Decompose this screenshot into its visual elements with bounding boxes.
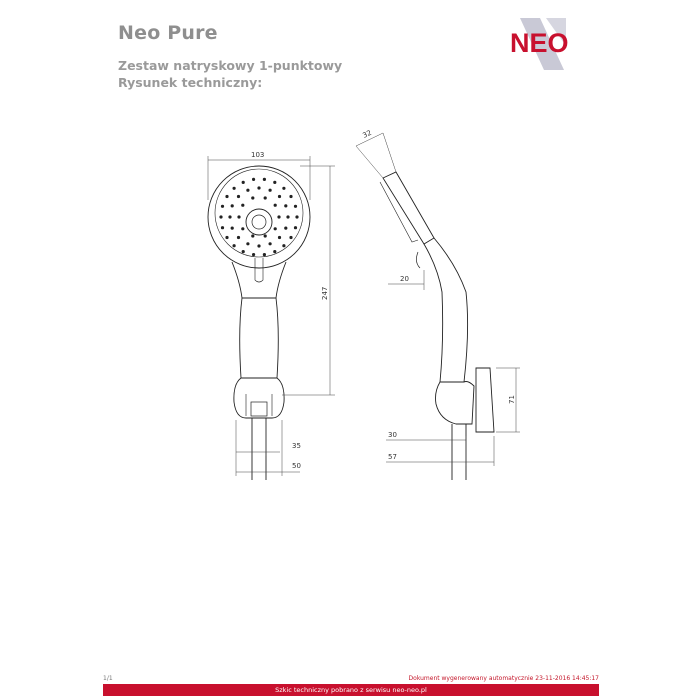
nozzle-dot [252, 178, 255, 181]
switch-side [416, 252, 420, 268]
nozzle-dot [264, 234, 267, 237]
subtitle-product: Zestaw natryskowy 1-punktowy [118, 58, 343, 73]
nozzle-dot [264, 196, 267, 199]
nozzle-dot [237, 215, 240, 218]
nozzle-dot [294, 205, 297, 208]
nozzle-dot [294, 226, 297, 229]
nozzle-dot [273, 250, 276, 253]
nozzle-dot [286, 215, 289, 218]
nozzle-dot [278, 195, 281, 198]
nozzle-dot [246, 242, 249, 245]
nozzle-dot [241, 204, 244, 207]
center-spray-ring [246, 209, 272, 235]
neck-outline [232, 262, 286, 298]
nozzle-dot [251, 234, 254, 237]
wall-holder-front [234, 378, 284, 418]
nozzle-dot [274, 227, 277, 230]
holder-clip [251, 402, 267, 416]
nozzle-dot [219, 215, 222, 218]
nozzle-dot [263, 253, 266, 256]
dim-label-holder-depth: 30 [388, 431, 397, 439]
hose-front [252, 418, 266, 480]
dim-label-bracket-outer: 50 [292, 462, 301, 470]
nozzle-dot [251, 196, 254, 199]
dim-line-depth [356, 133, 396, 178]
dim-line-holder-width [236, 420, 300, 476]
mode-switch [255, 258, 263, 282]
hose-side [452, 424, 466, 480]
spray-face [215, 169, 303, 257]
dim-label-width: 103 [251, 151, 265, 159]
head-side-profile [383, 172, 434, 244]
nozzle-dot [284, 204, 287, 207]
dim-label-height: 247 [321, 286, 329, 300]
page-number: 1/1 [103, 675, 113, 682]
nozzle-dot [246, 189, 249, 192]
nozzle-dot [252, 253, 255, 256]
wall-holder-side [436, 382, 475, 425]
nozzle-dot [231, 204, 234, 207]
subtitle-drawing: Rysunek techniczny: [118, 75, 263, 90]
nozzle-dot [221, 226, 224, 229]
nozzle-dot [242, 181, 245, 184]
dim-label-holder-total: 57 [388, 453, 397, 461]
nozzle-pattern [219, 178, 298, 256]
dim-line-width [208, 156, 310, 200]
footer-meta [103, 675, 599, 682]
nozzle-dot [282, 244, 285, 247]
nozzle-dot [289, 195, 292, 198]
nozzle-dot [233, 187, 236, 190]
dim-label-neck: 20 [400, 275, 409, 283]
footer-source-bar: Szkic techniczny pobrano z serwisu neo-neo.pl [103, 684, 599, 696]
nozzle-dot [225, 236, 228, 239]
nozzle-dot [263, 178, 266, 181]
dim-label-depth: 32 [361, 128, 373, 140]
nozzle-dot [278, 236, 281, 239]
logo-text: NEO [510, 28, 569, 58]
nozzle-dot [231, 227, 234, 230]
page-subtitle [118, 57, 342, 91]
nozzle-dot [269, 242, 272, 245]
nozzle-dot [228, 215, 231, 218]
technical-drawing [0, 110, 700, 500]
dim-line-holder-depth [386, 436, 494, 466]
nozzle-dot [277, 215, 280, 218]
nozzle-dot [295, 215, 298, 218]
neo-logo [506, 16, 582, 72]
nozzle-dot [274, 204, 277, 207]
nozzle-dot [225, 195, 228, 198]
nozzle-dot [269, 189, 272, 192]
nozzle-dot [282, 187, 285, 190]
dim-label-bracket-width: 35 [292, 442, 301, 450]
nozzle-dot [237, 236, 240, 239]
page-title: Neo Pure [118, 22, 218, 44]
nozzle-dot [241, 227, 244, 230]
spray-face-side [380, 182, 418, 242]
dim-label-holder-height: 71 [508, 395, 516, 404]
holder-inner-lines [246, 394, 272, 416]
nozzle-dot [233, 244, 236, 247]
nozzle-dot [221, 205, 224, 208]
nozzle-dot [257, 244, 260, 247]
nozzle-dot [242, 250, 245, 253]
wall-plate-side [476, 368, 494, 432]
dim-line-height [282, 166, 335, 395]
center-nozzle [252, 215, 266, 229]
nozzle-dot [273, 181, 276, 184]
shower-head-outline [208, 166, 310, 268]
generated-timestamp: Dokument wygenerowany automatycznie 23-11-2016 14:45:17 [408, 675, 599, 682]
handle-side-profile [424, 238, 468, 382]
nozzle-dot [237, 195, 240, 198]
nozzle-dot [284, 227, 287, 230]
handle-outline [240, 298, 279, 378]
nozzle-dot [289, 236, 292, 239]
nozzle-dot [257, 186, 260, 189]
